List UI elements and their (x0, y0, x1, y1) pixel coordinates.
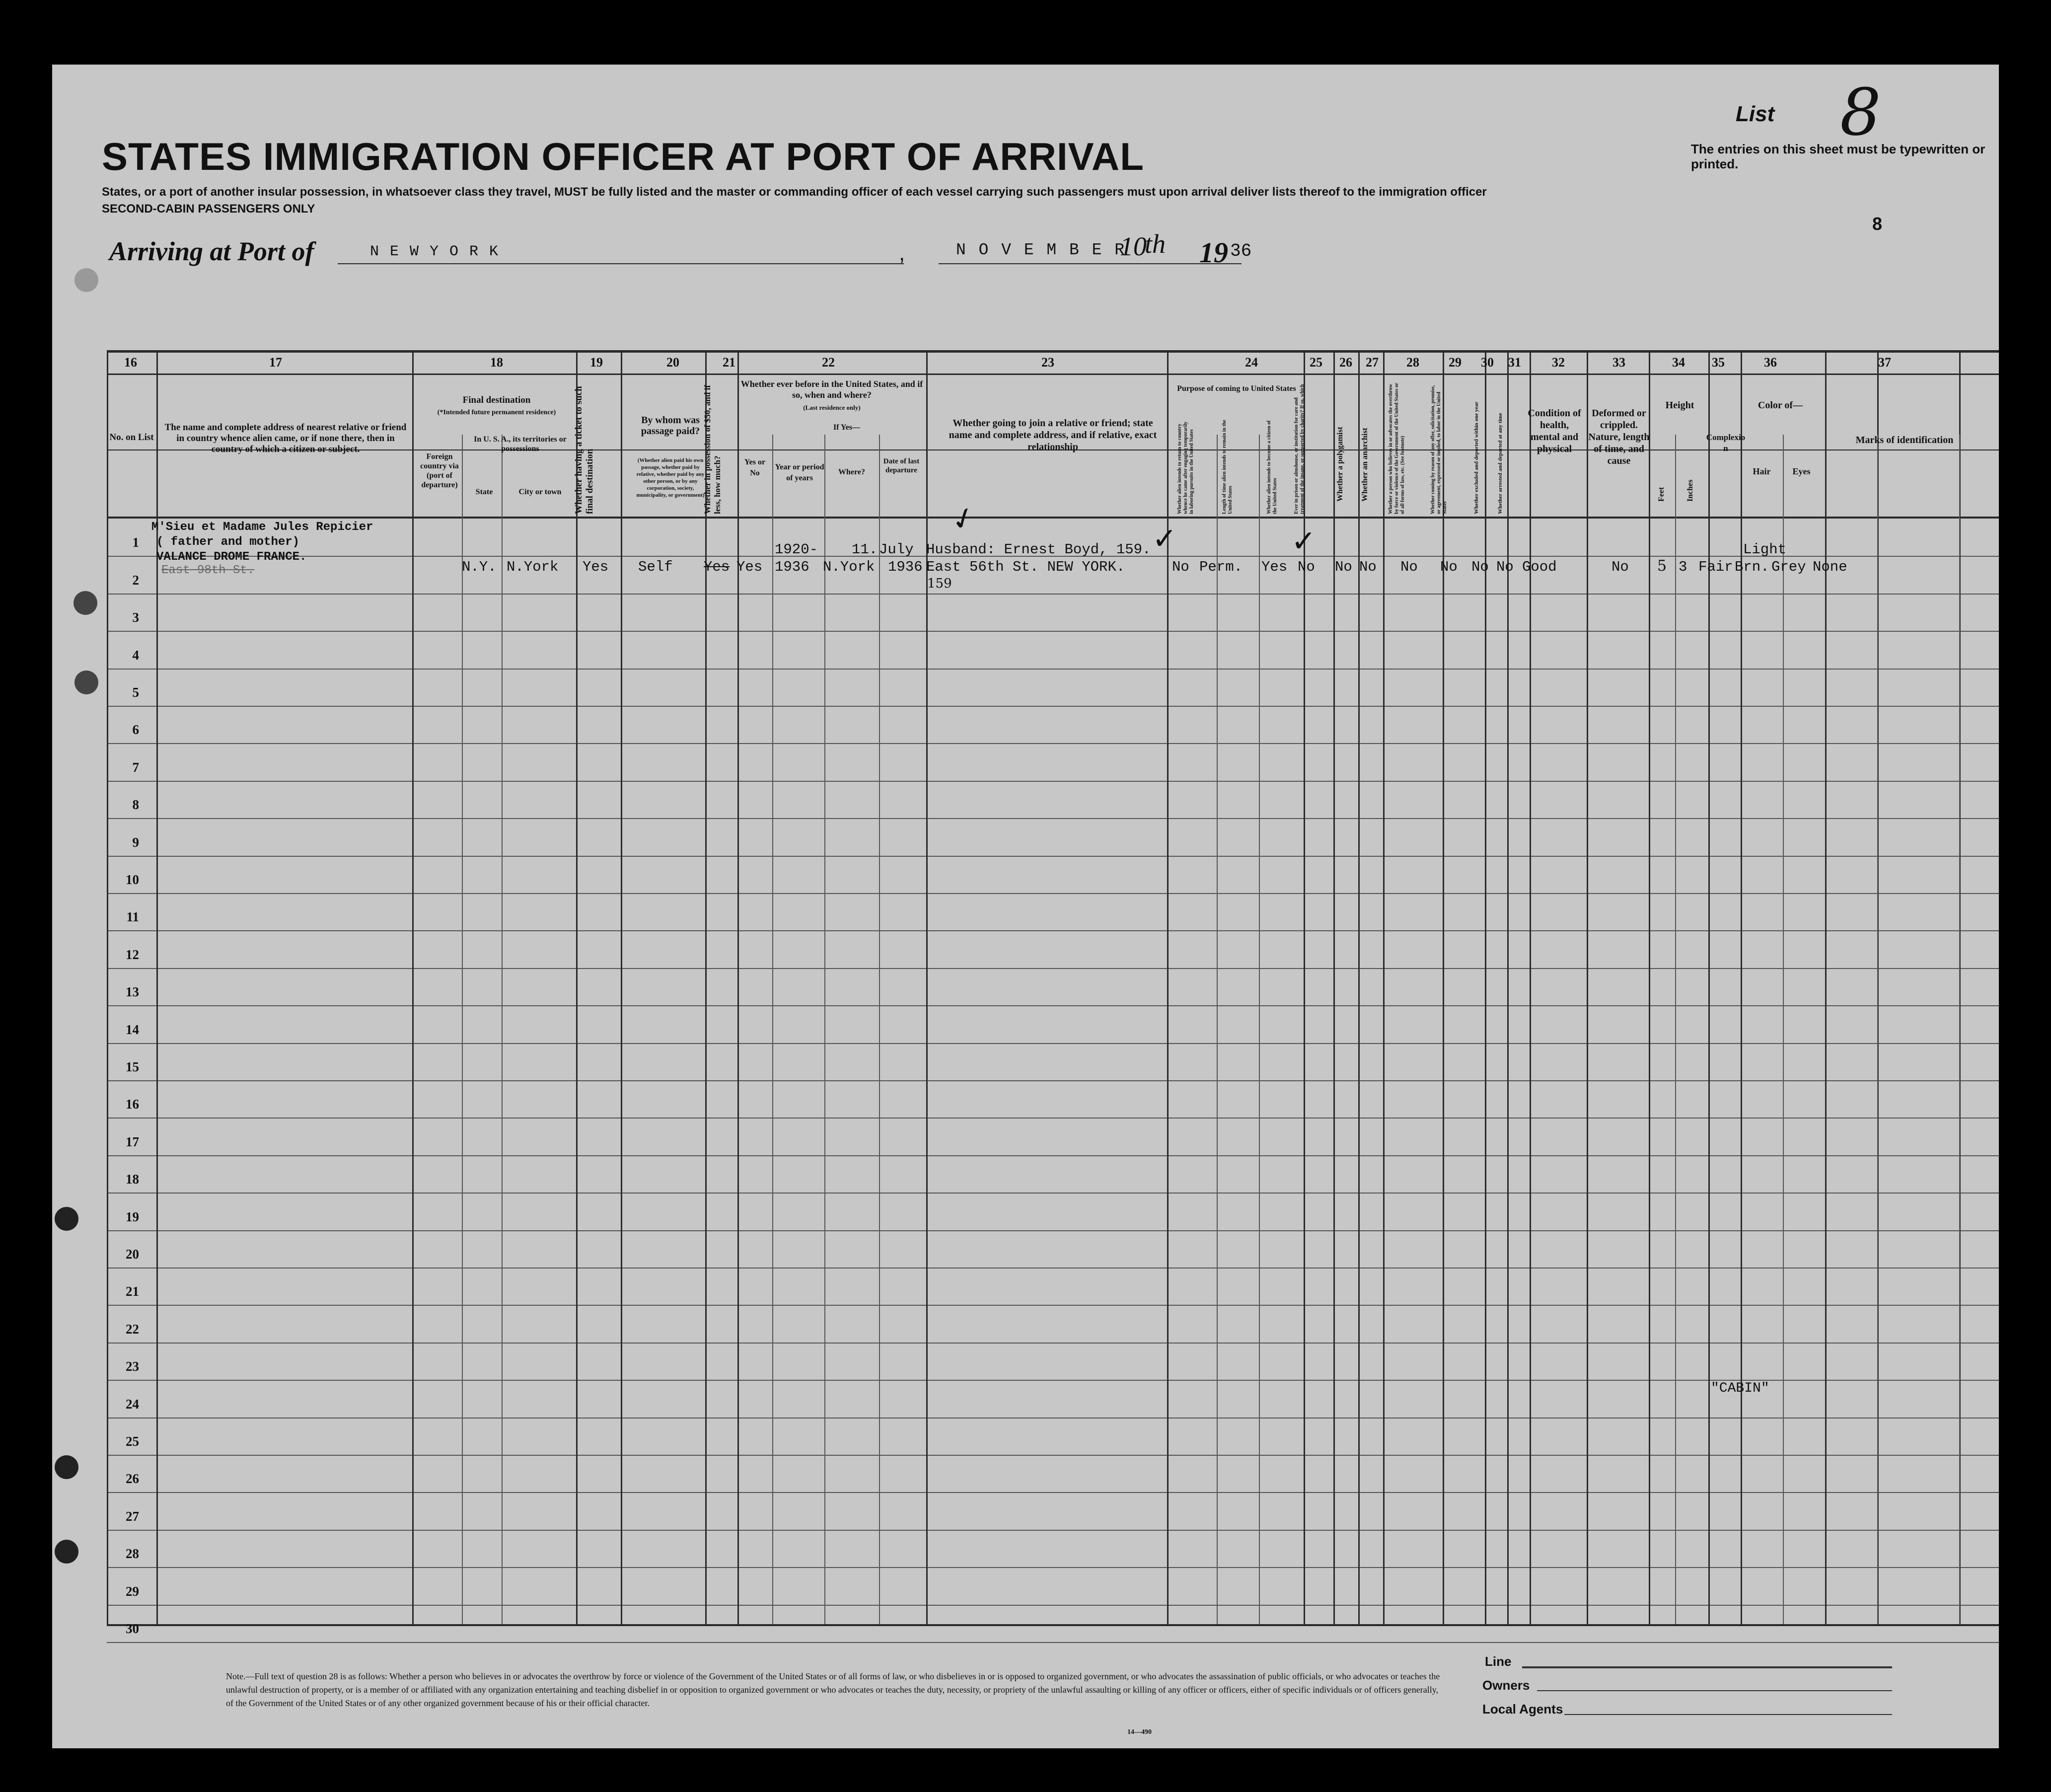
row-line (107, 631, 1999, 632)
binder-hole-icon (55, 1207, 78, 1231)
column-line (621, 350, 622, 1624)
row-number: 17 (126, 1134, 139, 1149)
ticket-value: Yes (583, 559, 609, 575)
col-num-28: 28 (1406, 355, 1419, 370)
row-line (107, 1230, 1999, 1231)
comma: , (899, 241, 905, 265)
header-year-period: Year or period of years (775, 463, 824, 482)
row-number: 3 (132, 610, 139, 625)
row-number: 25 (126, 1434, 139, 1449)
header-where: Where? (838, 468, 865, 476)
header-overthrow: Whether a person who believes in or advocates the overthrow by force or violence of the Government of the United States or of all forms of law, etc. (See footnote) (1388, 382, 1405, 514)
row-number: 15 (126, 1059, 139, 1074)
row-number: 30 (126, 1621, 139, 1636)
row-number: 12 (126, 947, 139, 962)
col-num-25: 25 (1310, 355, 1322, 370)
row-line (107, 856, 1999, 857)
row-number: 9 (132, 834, 139, 850)
row-number: 29 (126, 1583, 139, 1599)
instructions: The entries on this sheet must be typewritten or printed. (1691, 142, 1985, 171)
arrival-day-suffix: th (1145, 229, 1166, 259)
footer-note: Note.—Full text of question 28 is as follows: Whether a person who believes in or advocates the overthrow by force or violence of the Government of the United States or of all forms of law, or who disbelieves in or is opposed to organized government, or who advocates the assassination of public officials, or who advocates or teaches the unlawful destruction of property, or is a member of or affiliated with any organization entertaining and teaching disbelief in or opposition to organized government or who advocates or teaches the duty, necessity, or propriety of the unlawful assaulting or killing of any officer or officers, either of specific individuals or of officers generally, of the Government of the United States or of any other organized government because of his or their official character. (226, 1671, 1440, 1708)
header-in-usa: In U. S. A., its territories or possessions (474, 435, 567, 453)
hair-line1: Light (1743, 541, 1787, 558)
health-value: Good (1522, 559, 1557, 575)
row-number: 4 (132, 647, 139, 663)
header-relative-address: The name and complete address of nearest relative or friend in country whence alien came, or if none there, then in country of which a citizen or subject. (164, 422, 407, 454)
row-number: 13 (126, 984, 139, 1000)
col-num-32: 32 (1552, 355, 1565, 370)
col-num-36: 36 (1764, 355, 1777, 370)
row-number: 27 (126, 1508, 139, 1524)
header-eyes: Eyes (1792, 466, 1811, 476)
col-num-23: 23 (1041, 355, 1054, 370)
cabin-stamp: "CABIN" (1711, 1381, 1769, 1396)
row-number: 20 (126, 1247, 139, 1262)
joining-line2: East 56th St. NEW YORK. (926, 559, 1125, 575)
header-ever-before: Whether ever before in the United States, and if so, when and where? (740, 379, 923, 400)
arrival-year-prefix: 19 (1199, 236, 1228, 269)
header-last-departure: Date of last departure (883, 457, 920, 474)
header-inches: Inches (1686, 479, 1694, 502)
column-line (705, 350, 707, 1624)
header-final-destination: Final destination (462, 395, 531, 405)
row-line (107, 1343, 1999, 1344)
header-labor-offer: Whether coming by reason of any offer, solicitation, promise, or agreement, expressed or implied, to labor in the United States (1430, 385, 1448, 514)
relative-note: ( father and mother) (156, 535, 300, 549)
column-line (1485, 350, 1486, 1624)
row-line (107, 1080, 1999, 1081)
local-agents-label: Local Agents (1482, 1702, 1563, 1717)
years-line2: 1936 (775, 559, 809, 575)
col-num-37: 37 (1878, 355, 1891, 370)
hair-line2: Brn. (1735, 559, 1769, 575)
check-mark-icon: ✓ (1152, 522, 1177, 556)
row-number: 8 (132, 797, 139, 813)
row-number: 19 (126, 1209, 139, 1224)
row-line (107, 594, 1999, 595)
row-number: 5 (132, 685, 139, 700)
row-line (107, 1043, 1999, 1044)
paid-by-value: Self (638, 559, 673, 575)
row-line (107, 1005, 1999, 1006)
relative-name: M'Sieu et Madame Jules Repicier (151, 521, 373, 534)
row-line (107, 1455, 1999, 1456)
row-line (107, 1268, 1999, 1269)
column-line (737, 350, 739, 1624)
header-no-on-list: No. on List (109, 432, 154, 443)
column-line (1333, 350, 1335, 1624)
row-line (107, 669, 1999, 670)
col-num-17: 17 (269, 355, 282, 370)
header-ticket: Whether having a ticket to such final destination (574, 386, 595, 514)
row-number: 6 (132, 722, 139, 738)
column-line (462, 435, 463, 1624)
header-fifty-dollars: Whether in possession of $50, and if less, how much? (703, 385, 722, 514)
overthrow-value: No (1400, 559, 1418, 575)
row-line (107, 818, 1999, 819)
header-arrested: Whether arrested and deported at any time (1497, 413, 1503, 514)
row-number: 11 (126, 909, 139, 925)
check-mark-icon: ✓ (946, 498, 981, 540)
deformed-value: No (1612, 559, 1629, 575)
line-label: Line (1485, 1654, 1512, 1669)
height-inches-value: 3 (1679, 559, 1687, 575)
col-num-24: 24 (1245, 355, 1258, 370)
relative-address: VALANCE DROME FRANCE. (156, 550, 307, 564)
header-height: Height (1665, 400, 1694, 411)
row-line (107, 706, 1999, 707)
col-num-31: 31 (1508, 355, 1521, 370)
row-line (107, 893, 1999, 894)
row-number: 26 (126, 1471, 139, 1487)
row-number: 18 (126, 1172, 139, 1187)
row-number: 1 (132, 535, 139, 550)
arrival-day: 10 (1120, 231, 1147, 261)
header-foreign-country: Foreign country via (port of departure) (420, 452, 459, 489)
header-passage-note: (Whether alien paid his own passage, whether paid by relative, whether paid by any other person, or by any corporation, society, municipality, or government) (636, 457, 705, 498)
return-intent-value: No (1172, 559, 1189, 575)
col-num-16: 16 (124, 355, 137, 370)
row-line (107, 1605, 1999, 1606)
row-number: 23 (126, 1359, 139, 1374)
arrival-year-suffix: 36 (1230, 241, 1252, 261)
column-line (1443, 350, 1444, 1624)
header-joining-relative: Whether going to join a relative or friend; state name and complete address, and if relative, exact relationship (949, 418, 1157, 452)
prison-value: No (1298, 559, 1315, 575)
column-line (1877, 435, 1878, 1624)
column-line (772, 435, 773, 1624)
row-line (107, 1567, 1999, 1568)
city-value: N.York (507, 559, 559, 575)
col-num-34: 34 (1672, 355, 1685, 370)
row-line (107, 1530, 1999, 1531)
height-feet-value: 5 (1657, 557, 1667, 575)
length-of-stay-value: Perm. (1199, 559, 1243, 575)
ever-before-value: Yes (736, 559, 763, 575)
column-line (1649, 350, 1650, 1624)
column-line (824, 435, 825, 1624)
header-state: State (475, 488, 493, 496)
departure-line1: July (879, 541, 914, 558)
header-complexion: Complexion (1706, 433, 1746, 453)
row-line (107, 1193, 1999, 1194)
header-return-intent: Whether alien intends to return to country whence he came after engaging temporarily in laboring pursuits in the United States (1177, 421, 1194, 514)
header-marks: Marks of identification (1855, 435, 1954, 446)
binder-hole-icon (74, 268, 98, 292)
column-line (1959, 435, 1960, 1624)
list-label: List (1736, 102, 1775, 126)
row-line (107, 1492, 1999, 1493)
row-line (107, 1418, 1999, 1419)
header-city: City or town (518, 488, 562, 496)
citizen-intent-value: Yes (1261, 559, 1288, 575)
owners-label: Owners (1482, 1678, 1530, 1693)
column-line (1741, 350, 1742, 1624)
row-line (107, 743, 1999, 744)
column-line (1383, 350, 1385, 1624)
column-line (412, 350, 414, 1624)
excluded-value: No (1471, 559, 1489, 575)
row-line (107, 1118, 1999, 1119)
col-num-22: 22 (822, 355, 835, 370)
header-passage-paid: By whom was passage paid? (641, 415, 700, 437)
column-line (1825, 350, 1827, 1624)
row-line (107, 968, 1999, 969)
col-num-33: 33 (1612, 355, 1625, 370)
binder-hole-icon (74, 671, 98, 694)
cabin-class: SECOND-CABIN PASSENGERS ONLY (102, 202, 315, 216)
arrival-month: N O V E M B E R (956, 241, 1126, 259)
header-purpose: Purpose of coming to United States (1177, 384, 1296, 393)
col-num-20: 20 (666, 355, 679, 370)
labor-offer-value: No (1440, 559, 1458, 575)
column-line (576, 350, 578, 1624)
row-line (107, 1305, 1999, 1306)
col-num-19: 19 (590, 355, 603, 370)
joining-annotation: 159 (927, 576, 952, 591)
row-number: 10 (126, 872, 139, 887)
col-num-29: 29 (1449, 355, 1462, 370)
column-line (1507, 350, 1509, 1624)
row-number: 16 (126, 1097, 139, 1112)
row-number: 22 (126, 1321, 139, 1337)
row-line (107, 1642, 1999, 1643)
column-line (1217, 435, 1218, 1624)
years-line1: 1920- (775, 541, 818, 558)
header-prison: Ever in prison or almshouse, or institution for care and treatment of the insane, or supported by charity? If so, which (1294, 384, 1305, 514)
eyes-value: Grey (1771, 559, 1806, 575)
state-value: N.Y. (462, 559, 497, 575)
form-number: 14—490 (1127, 1728, 1152, 1736)
header-excluded: Whether excluded and deported within one year (1473, 401, 1479, 514)
row-number: 14 (126, 1022, 139, 1037)
check-mark-icon: ✓ (1291, 524, 1317, 559)
header-feet: Feet (1657, 487, 1666, 502)
column-line (879, 435, 880, 1624)
fifty-value: Yes (704, 559, 730, 575)
header-yes-no: Yes or No (744, 458, 766, 477)
header-last-residence: (Last residence only) (803, 404, 861, 411)
column-line (1708, 350, 1710, 1624)
row-line (107, 1155, 1999, 1156)
header-anarchist: Whether an anarchist (1361, 428, 1369, 502)
header-if-yes: If Yes— (833, 423, 861, 432)
column-line (1783, 435, 1784, 1624)
departure-line2: 1936 (888, 559, 923, 575)
row-line (107, 930, 1999, 931)
col-num-26: 26 (1339, 355, 1352, 370)
list-number: 8 (1840, 75, 1881, 150)
row-number: 24 (126, 1396, 139, 1412)
header-color-of: Color of— (1758, 400, 1803, 411)
marks-value: None (1813, 559, 1847, 575)
header-length-of-stay: Length of time alien intends to remain in the United States (1222, 420, 1233, 514)
binder-hole-icon (55, 1455, 78, 1479)
column-line (1587, 350, 1588, 1624)
joining-line1: Husband: Ernest Boyd, 159. (926, 541, 1151, 558)
column-line (1530, 350, 1531, 1624)
col-num-30: 30 (1481, 355, 1494, 370)
arriving-label: Arriving at Port of (109, 236, 314, 266)
row-number: 7 (132, 759, 139, 775)
column-line (1259, 435, 1260, 1624)
column-line (502, 435, 503, 1624)
row-number: 2 (132, 572, 139, 588)
binder-hole-icon (73, 591, 97, 615)
manifest-sheet (52, 65, 1999, 1748)
page-title: STATES IMMIGRATION OFFICER AT PORT OF ARRIVAL (102, 135, 1144, 178)
col-num-18: 18 (490, 355, 503, 370)
relative-struck-address: East 98th St. (161, 564, 255, 577)
anarchist-value: No (1359, 559, 1377, 575)
page-number: 8 (1872, 214, 1883, 234)
header-deformed: Deformed or crippled. Nature, length of time, and cause (1588, 408, 1650, 466)
deported-value: No (1496, 559, 1514, 575)
row-number: 28 (126, 1546, 139, 1562)
column-line (1358, 350, 1360, 1624)
row-number: 21 (126, 1284, 139, 1299)
where-line2: N.York (823, 559, 875, 575)
polygamist-value: No (1335, 559, 1352, 575)
port-of-arrival: N E W Y O R K (370, 243, 500, 260)
header-final-destination-note: (*Intended future permanent residence) (437, 409, 556, 416)
row-line (107, 781, 1999, 782)
subtitle: States, or a port of another insular possession, in whatsoever class they travel, MUST be fully listed and the master or commanding officer of each vessel carrying such passengers must upon arrival deliver lists thereof to the immigration officer (102, 185, 1487, 199)
header-health: Condition of health, mental and physical (1528, 408, 1581, 454)
col-num-27: 27 (1366, 355, 1379, 370)
column-line (1675, 435, 1676, 1624)
complexion-value: Fair (1698, 559, 1733, 575)
header-polygamist: Whether a polygamist (1336, 427, 1344, 502)
where-line1: 11. (852, 541, 878, 558)
col-num-21: 21 (723, 355, 735, 370)
col-num-35: 35 (1712, 355, 1725, 370)
header-citizen-intent: Whether alien intends to become a citizen of the United States (1266, 420, 1278, 514)
binder-hole-icon (55, 1540, 78, 1564)
header-hair: Hair (1753, 466, 1771, 476)
